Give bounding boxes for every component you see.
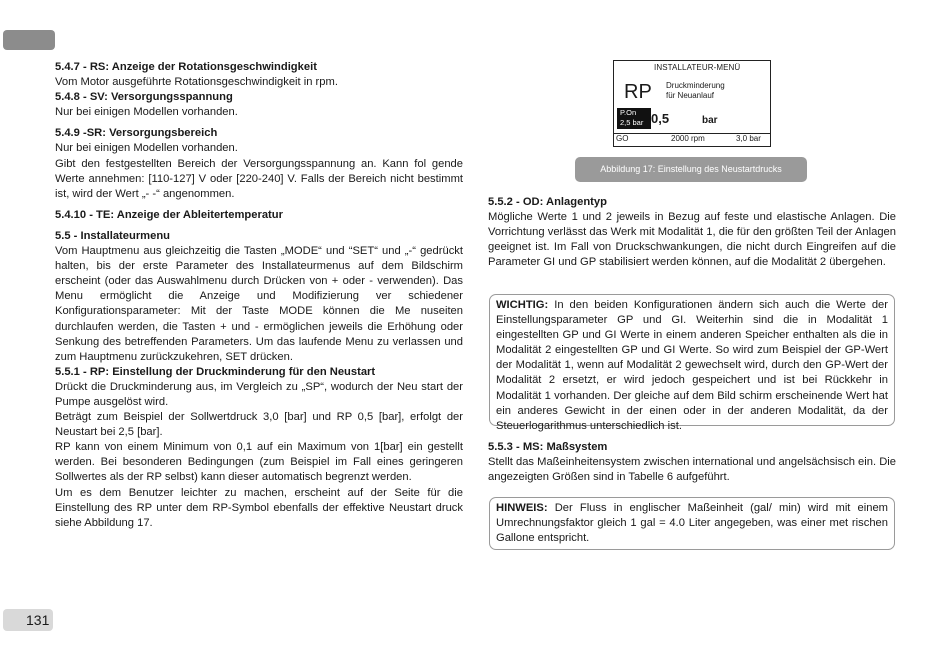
- section-heading: 5.5.3 - MS: Maßsystem: [488, 441, 608, 453]
- hint-label: HINWEIS:: [496, 502, 548, 514]
- paragraph: Beträgt zum Beispiel der Sollwertdruck 3,0 [bar] und RP 0,5 [bar], erfolgt der Neustart bei 2,5 [bar].: [55, 411, 463, 439]
- section-553: [488, 440, 896, 485]
- lcd-status-left: GO: [616, 134, 629, 143]
- right-column: [488, 195, 896, 270]
- lcd-display-figure: [613, 60, 771, 147]
- paragraph: Um es dem Benutzer leichter zu machen, erscheint auf der Seite für die Einstellung des RP unter dem RP-Symbol ebenfalls der effektive Neustart druck siehe Abbildung 17.: [55, 486, 463, 529]
- paragraph: Nur bei einigen Modellen vorhanden.: [55, 106, 238, 119]
- paragraph: Gibt den festgestellten Bereich der Versorgungsspannung an. Kann fol gende Werte annehmen: [110-127] V oder [220-240] V. Falls der Bereich nicht bestimmt ist, wird der Wert „- -“ angenommen.: [55, 157, 463, 200]
- lcd-status-rpm: 2000 rpm: [671, 134, 705, 143]
- paragraph: Nur bei einigen Modellen vorhanden.: [55, 142, 238, 155]
- lcd-menu-title: INSTALLATEUR-MENÜ: [654, 63, 741, 72]
- lcd-status-pressure: 3,0 bar: [736, 134, 761, 143]
- section-heading: 5.5.2 - OD: Anlagentyp: [488, 196, 607, 208]
- lcd-unit: bar: [702, 115, 718, 126]
- hint-text: Der Fluss in englischer Maßeinheit (gal/ min) wird mit einem Umrechnungsfaktor gleich 1 gal = 4.0 Liter angegeben, was einer met rischen Gallone entspricht.: [496, 502, 889, 545]
- section-heading: 5.4.8 - SV: Versorgungsspannung: [55, 91, 233, 104]
- lcd-parameter-description: Druckminderung für Neuanlauf: [666, 81, 725, 100]
- paragraph: Vom Motor ausgeführte Rotationsgeschwindigkeit in rpm.: [55, 76, 338, 89]
- chapter-tab: [3, 30, 55, 50]
- important-label: WICHTIG:: [496, 299, 549, 311]
- section-heading: 5.4.10 - TE: Anzeige der Ableitertemperatur: [55, 208, 283, 221]
- section-paragraph: Stellt das Maßeinheitensystem zwischen international und angelsächsisch ein. Die angezeigten Größen sind in Tabelle 6 aufgeführt.: [488, 456, 896, 484]
- section-heading: 5.4.9 -SR: Versorgungsbereich: [55, 127, 218, 140]
- important-text: In den beiden Konfigurationen ändern sich auch die Werte der Einstellungsparameter GP und GI. Weiterhin sind die in Modalität 1 eingestellten GP und GI Werte in einem anderen Speicher enthalten als die in Modalität 2 eingestellten GP und GI Werte. So wird zum Beispiel der GP-Wert der Modalität 1, wenn auf Modalität 2 gewechselt wird, durch den GP-Wert der Modalität 2 ersetzt, er wird jedoch gespeichert und ist bei Rückkehr in Modalität 1 vorhanden. Der gleiche auf dem Bild schirm erscheinende Wert hat ein anderes Gewicht in der einen oder in der anderen Modalität, da der Steuerlogarithmus unterschiedlich ist.: [496, 299, 888, 432]
- left-column: [55, 60, 463, 531]
- paragraph: Vom Hauptmenu aus gleichzeitig die Tasten „MODE“ und “SET“ und „-“ gedrückt halten, bis der erste Parameter des Installateurmenus auf dem Bildschirm erscheint (oder das Auswahlmenu durch Drücken von + oder - verwenden). Das Menu ermöglicht die Anzeige und Modifizierung ver schiedener Konfigurationsparameter: Mit der Taste MODE können die Me nuseiten durchlaufen werden, die Tasten + und - ermöglichen jeweils die Erhöhung oder Senkung des betreffenden Parameters. Um das laufende Menu zu verlassen und zum Hauptmenu zurückzukehren, SET drücken.: [55, 245, 463, 363]
- lcd-restart-box: P.On 2,5 bar: [617, 108, 651, 129]
- hint-note-box: [489, 497, 895, 550]
- paragraph: Mögliche Werte 1 und 2 jeweils in Bezug auf feste und elastische Anlagen. Die Vorrichtung verlässt das Werk mit Modalität 1, die für den größten Teil der Anlagen geeignet ist. Im Fall von Druckschwankungen, die nicht durch Eingreifen auf die Parameter GI und GP stabilisiert werden können, auf die Modalität 2 übergehen.: [488, 211, 896, 269]
- section-heading: 5.4.7 - RS: Anzeige der Rotationsgeschwindigkeit: [55, 61, 317, 73]
- section-heading: 5.5 - Installateurmenu: [55, 229, 171, 242]
- page-number: 131: [3, 609, 53, 631]
- lcd-value: 0,5: [651, 111, 670, 126]
- figure-caption: Abbildung 17: Einstellung des Neustartdrucks: [575, 157, 807, 182]
- paragraph: RP kann von einem Minimum von 0,1 auf ein Maximum von 1[bar] ein gestellt werden. Bei besonderen Bedingungen (zum Beispiel im Fall eines geringeren Sollwertes als der RP selbst) kann dieser automatisch begrenzt werden.: [55, 441, 463, 484]
- lcd-parameter-symbol: RP: [624, 81, 652, 103]
- important-note-box: [489, 294, 895, 432]
- paragraph: Drückt die Druckminderung aus, im Vergleich zu „SP“, wodurch der Neu start der Pumpe ausgelöst wird.: [55, 380, 463, 408]
- section-heading: 5.5.1 - RP: Einstellung der Druckminderung für den Neustart: [55, 365, 376, 378]
